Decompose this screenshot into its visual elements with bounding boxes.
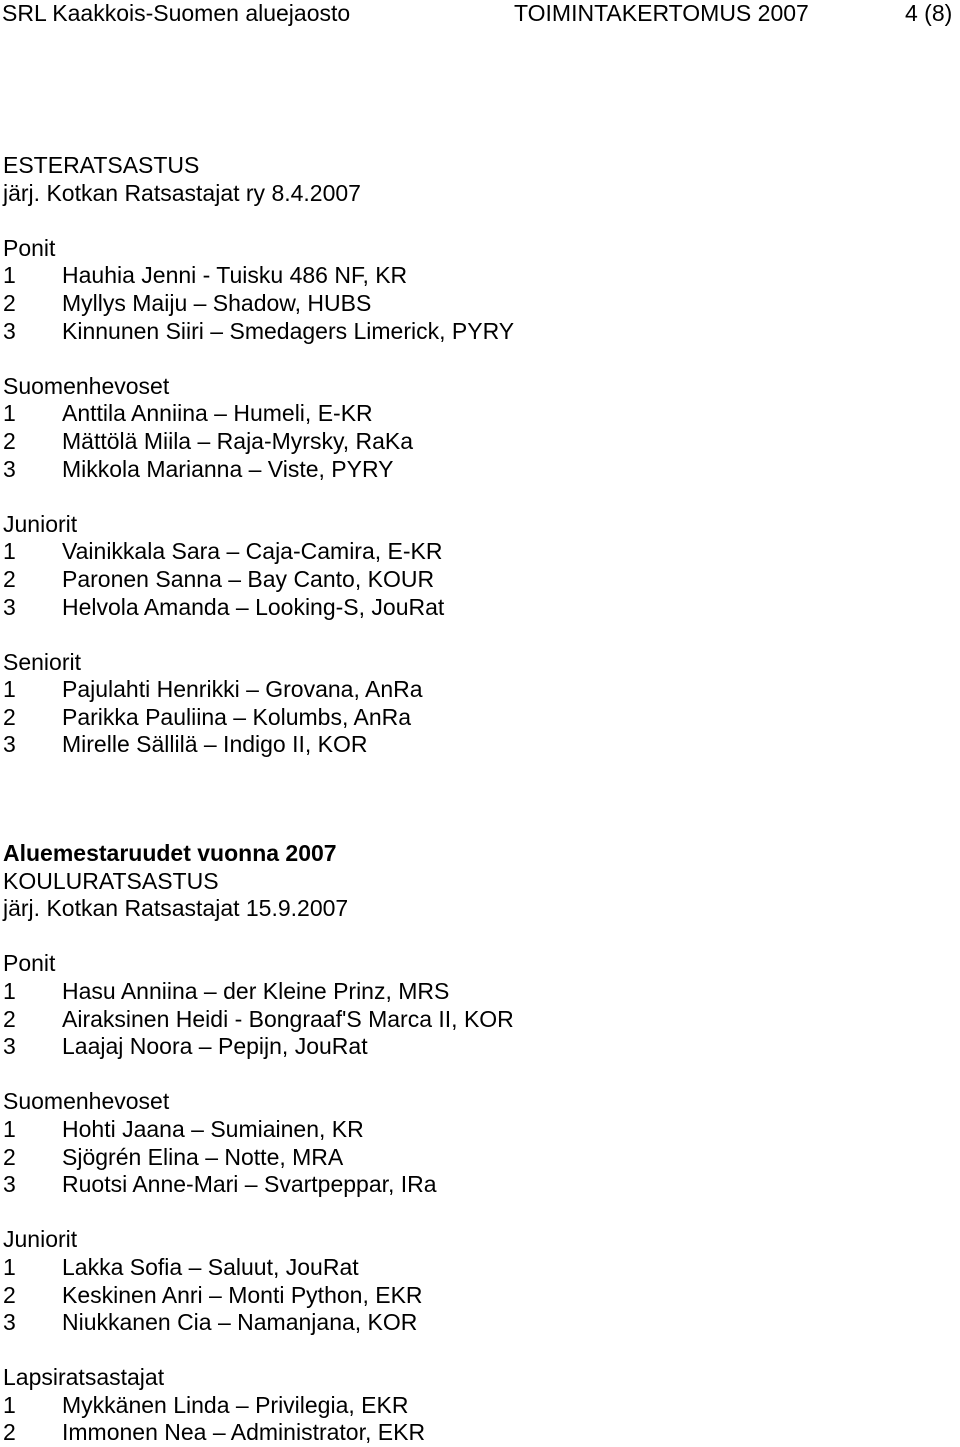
result-row: 2 Immonen Nea – Administrator, EKR [3,1419,426,1446]
class-heading: Lapsiratsastajat [3,1364,165,1391]
class-heading: Ponit [3,950,56,977]
result-row: 3 Helvola Amanda – Looking-S, JouRat [3,593,445,620]
result-row: 1 Pajulahti Henrikki – Grovana, AnRa [3,676,423,703]
document-title: TOIMINTAKERTOMUS 2007 [514,0,809,26]
class-heading: Suomenhevoset [3,1088,170,1115]
result-row: 3 Ruotsi Anne-Mari – Svartpeppar, IRa [3,1171,437,1198]
result-row: 1 Mykkänen Linda – Privilegia, EKR [3,1391,409,1418]
event-title: ESTERATSASTUS [3,152,200,178]
section-esteratsastus [3,152,953,759]
result-row: 1 Lakka Sofia – Saluut, JouRat [3,1253,359,1280]
class-heading: Juniorit [3,1226,78,1253]
result-row: 2 Mättölä Miila – Raja-Myrsky, RaKa [3,427,414,454]
result-row: 3 Mirelle Sällilä – Indigo II, KOR [3,731,368,758]
class-heading: Seniorit [3,648,81,675]
result-row: 2 Airaksinen Heidi - Bongraaf'S Marca II, KOR [3,1005,514,1032]
result-row: 2 Parikka Pauliina – Kolumbs, AnRa [3,703,412,730]
result-row: 1 Hauhia Jenni - Tuisku 486 NF, KR [3,262,408,289]
organization-name: SRL Kaakkois-Suomen aluejaosto [2,0,351,26]
event-title: KOULURATSASTUS [3,867,219,894]
result-row: 2 Paronen Sanna – Bay Canto, KOUR [3,565,435,592]
section-kouluratsastus [3,840,953,1447]
result-row: 2 Sjögrén Elina – Notte, MRA [3,1143,344,1170]
result-row: 2 Keskinen Anri – Monti Python, EKR [3,1281,423,1308]
result-row: 3 Kinnunen Siiri – Smedagers Limerick, PYRY [3,317,515,344]
result-row: 1 Hasu Anniina – der Kleine Prinz, MRS [3,977,450,1004]
result-row: 2 Myllys Maiju – Shadow, HUBS [3,289,372,316]
page-number: 4 (8) [905,0,953,26]
class-heading: Ponit [3,234,56,261]
class-heading: Juniorit [3,510,78,537]
result-row: 1 Anttila Anniina – Humeli, E-KR [3,400,373,427]
page-header [0,0,960,30]
class-heading: Suomenhevoset [3,372,170,399]
event-organizer: järj. Kotkan Ratsastajat ry 8.4.2007 [3,179,361,206]
result-row: 3 Niukkanen Cia – Namanjana, KOR [3,1309,418,1336]
result-row: 1 Vainikkala Sara – Caja-Camira, E-KR [3,538,443,565]
result-row: 1 Hohti Jaana – Sumiainen, KR [3,1115,364,1142]
event-organizer: järj. Kotkan Ratsastajat 15.9.2007 [3,895,349,922]
result-row: 3 Laajaj Noora – Pepijn, JouRat [3,1033,368,1060]
section-heading: Aluemestaruudet vuonna 2007 [3,840,337,866]
result-row: 3 Mikkola Marianna – Viste, PYRY [3,455,394,482]
